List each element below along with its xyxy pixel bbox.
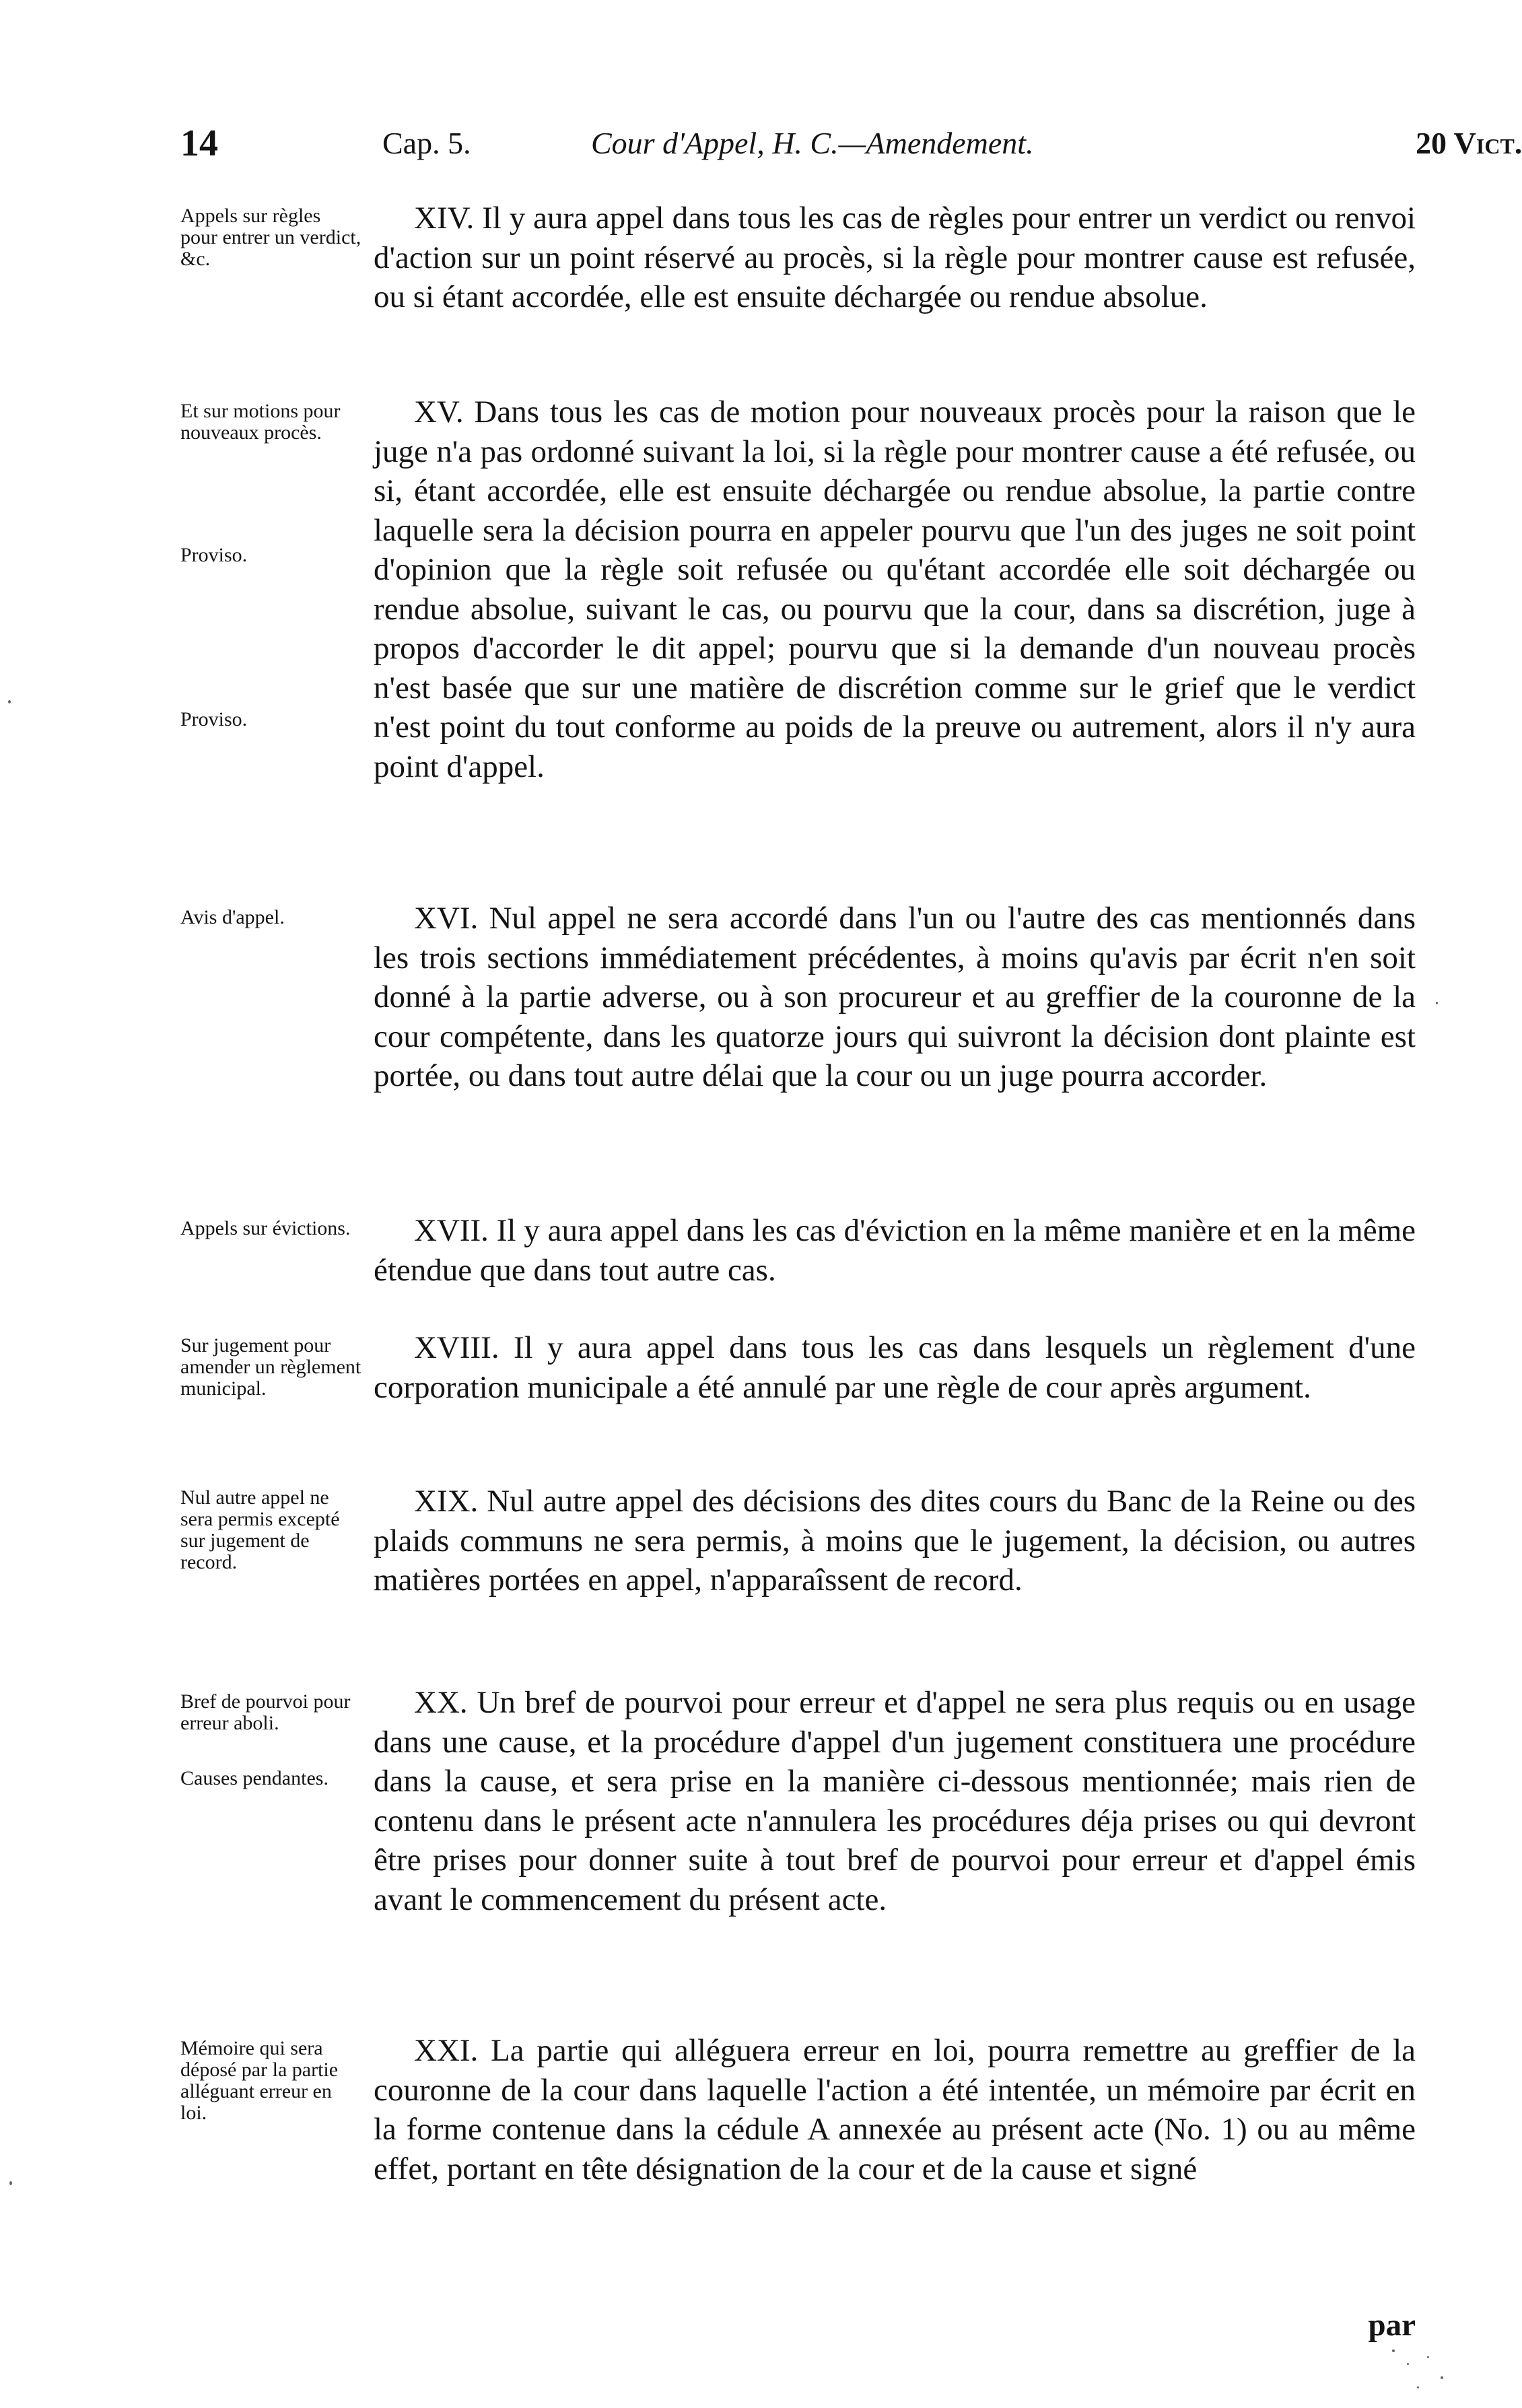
margin-note-text: Appels sur règles pour entrer un verdict, &c. [180,205,361,270]
section-number: XIX. [414,1484,479,1519]
margin-note-text: Et sur motions pour nouveaux procès. [180,400,341,444]
scan-speck [1436,1002,1438,1004]
margin-note [180,1218,362,1239]
section-body: Nul appel ne sera accordé dans l'un ou l'autre des cas mentionnés dans les trois sections immédiatement précédentes, à moins qu'avis par écrit n'en soit donné à la partie adverse, ou à son procureur et au greffier de la couronne de la cour compétente, dans les quatorze jours qui suivront la décision dont plainte est portée, ou dans tout autre délai que la cour ou un juge pourra accorder. [374,901,1416,1093]
section-body: Il y aura appel dans les cas d'éviction en la même manière et en la même étendue que dans tout autre cas. [374,1213,1416,1288]
section-body: Un bref de pourvoi pour erreur et d'appel ne sera plus requis ou en usage dans une cause, et la procédure d'appel d'un jugement constituera une procédure dans la cause, et sera prise en la manière ci-dessous mentionnée; mais rien de contenu dans le présent acte n'annulera les procédures déja prises ou qui devront être prises pour donner suite à tout bref de pourvoi pour erreur et d'appel émis avant le commencement du présent acte. [374,1685,1416,1917]
section-number: XIV. [414,201,475,236]
margin-note-text: Mémoire qui sera déposé par la partie alléguant erreur en loi. [180,2037,339,2124]
section-text [374,2031,1416,2189]
section-number: XXI. [414,2033,479,2068]
section-body: La partie qui alléguera erreur en loi, pourra remettre au greffier de la couronne de la cour dans laquelle l'action a été intentée, un mémoire par écrit en la forme contenue dans la cédule A annexée au présent acte (No. 1) ou au même effet, portant en tête désignation de la cour et de la cause et signé [374,2033,1416,2187]
chapter-label: Cap. 5. [382,126,471,160]
margin-note [180,205,362,270]
section-body: Nul autre appel des décisions des dites cours du Banc de la Reine ou des plaids communs ne sera permis, à moins que le jugement, la décision, ou autres matières portées en appel, n'apparaîssent de record. [374,1484,1416,1597]
section-body: Il y aura appel dans tous les cas de règles pour entrer un verdict ou renvoi d'action sur un point réservé au procès, si la règle pour montrer cause est refusée, ou si étant accordée, elle est ensuite déchargée ou rendue absolue. [374,201,1416,314]
scan-speck [9,2181,12,2185]
scan-speck [1417,2386,1419,2388]
section-number: XX. [414,1685,468,1720]
section-text [374,392,1416,786]
margin-note-text: Appels sur évictions. [180,1217,351,1239]
margin-note [180,1487,362,1573]
section-number: XVIII. [414,1330,499,1365]
section-number: XVII. [414,1213,489,1248]
margin-note [180,1335,362,1400]
section-text [374,1211,1416,1290]
section-text [374,1328,1416,1407]
scan-speck [1427,2356,1429,2358]
margin-note [180,2038,362,2124]
margin-note-text: Avis d'appel. [180,906,285,928]
scan-speck [1392,2349,1395,2352]
section-text [374,199,1416,317]
scan-speck [8,700,11,703]
scan-speck [1441,2376,1443,2379]
page-number: 14 [180,123,218,164]
section-number: XV. [414,394,464,429]
section-text [374,899,1416,1096]
header-title: Cour d'Appel, H. C.—Amendement. [591,126,1034,160]
margin-note [180,401,362,730]
section-text [374,1482,1416,1600]
margin-note [180,1691,362,1789]
margin-note-text: Nul autre appel ne sera permis excepté sur jugement de record. [180,1486,340,1573]
margin-note-text: Proviso. [180,708,248,730]
margin-note-text: Causes pendantes. [180,1767,328,1789]
section-body: Dans tous les cas de motion pour nouveaux procès pour la raison que le juge n'a pas ordonné suivant la loi, si la règle pour montrer cause a été refusée, ou si, étant accordée, elle est ensuite déchargée ou rendue absolue, la partie contre laquelle sera la décision pourra en appeler pourvu que l'un des juges ne soit point d'opinion que la règle soit refusée ou qu'étant accordée elle soit déchargée ou rendue absolue, suivant le cas, ou pourvu que la cour, dans sa discrétion, juge à propos d'accorder le dit appel; pourvu que si la demande d'un nouveau procès n'est basée que sur une matière de discrétion comme sur le grief que le verdict n'est point du tout conforme au poids de la preuve ou autrement, alors il n'y aura point d'appel. [374,394,1416,784]
margin-note-text: Proviso. [180,544,248,566]
margin-note-text: Sur jugement pour amender un règlement municipal. [180,1334,361,1400]
running-header: 14 Cap. 5. Cour d'Appel, H. C.—Amendement. 20 Vict. [180,120,1416,167]
section-text [374,1683,1416,1919]
margin-note [180,907,362,928]
section-number: XVI. [414,901,479,936]
section-body: Il y aura appel dans tous les cas dans lesquels un règlement d'une corporation municipale a été annulé par une règle de cour après argument. [374,1330,1416,1405]
catchword: par [1368,2308,1416,2343]
scan-speck [1407,2363,1409,2365]
margin-note-text: Bref de pourvoi pour erreur aboli. [180,1690,351,1734]
